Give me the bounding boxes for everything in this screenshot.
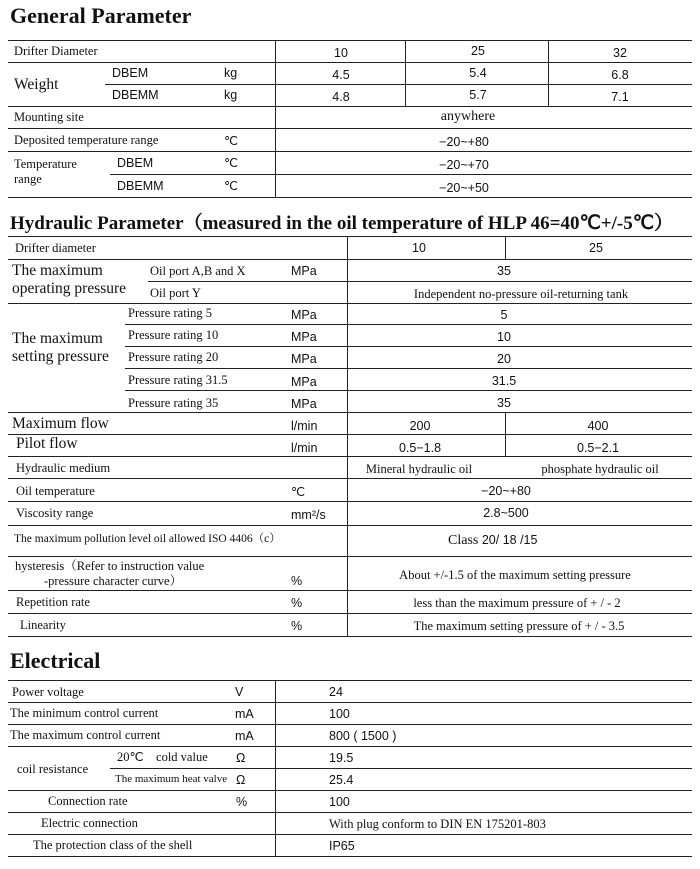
pilot-flow-value: 0.5−2.1 <box>576 441 620 455</box>
weight-value: 7.1 <box>611 90 629 104</box>
oil-temperature-label: Oil temperature <box>16 484 95 498</box>
hysteresis-label: -pressure character curve） <box>44 574 183 588</box>
percent-unit: % <box>291 619 303 633</box>
coil-resistance-value: 25.4 <box>329 773 354 787</box>
percent-unit: % <box>291 574 303 588</box>
oil-temperature-value: −20~+80 <box>481 484 531 498</box>
setting-pressure-value: 31.5 <box>491 374 517 388</box>
pressure-unit: MPa <box>291 352 317 366</box>
connection-rate-value: 100 <box>329 795 350 809</box>
ohm-unit: Ω <box>236 773 246 787</box>
voltage-unit: V <box>235 685 244 699</box>
weight-unit: kg <box>224 66 238 80</box>
pressure-rating-label: Pressure rating 31.5 <box>128 373 228 387</box>
weight-unit: kg <box>224 88 238 102</box>
temperature-unit: ℃ <box>291 485 306 499</box>
max-setting-pressure-label: The maximum <box>12 330 103 347</box>
weight-row-name: DBEM <box>112 66 149 80</box>
deposited-temperature-label: Deposited temperature range <box>14 133 159 147</box>
max-operating-pressure-label: The maximum <box>12 262 103 279</box>
pressure-rating-label: Pressure rating 5 <box>128 306 213 320</box>
linearity-label: Linearity <box>20 618 66 632</box>
weight-value: 5.7 <box>469 88 487 102</box>
linearity-value: The maximum setting pressure of + / - 3.5 <box>413 619 625 633</box>
viscosity-range-value: 2.8~500 <box>483 506 529 520</box>
coil-resistance-value: 19.5 <box>329 751 354 765</box>
temperature-range-label: Temperature <box>14 157 77 171</box>
repetition-rate-label: Repetition rate <box>16 595 90 609</box>
weight-value: 6.8 <box>611 68 629 82</box>
weight-value: 4.5 <box>332 68 350 82</box>
electric-connection-value: With plug conform to DIN EN 175201-803 <box>329 817 546 831</box>
hydraulic-medium-value: Mineral hydraulic oil <box>365 462 473 476</box>
viscosity-range-label: Viscosity range <box>16 506 94 520</box>
weight-label: Weight <box>14 76 59 93</box>
protection-class-value: IP65 <box>329 839 355 853</box>
min-control-current-label: The minimum control current <box>10 706 159 720</box>
deposited-temperature-value: −20~+80 <box>439 135 489 149</box>
pressure-unit: MPa <box>291 264 317 278</box>
max-control-current-value: 800 ( 1500 ) <box>329 729 397 743</box>
hydraulic-medium-value: phosphate hydraulic oil <box>541 462 659 476</box>
percent-unit: % <box>236 795 248 809</box>
oil-port-label: Oil port Y <box>150 286 201 300</box>
size-10: 10 <box>334 46 348 60</box>
pressure-unit: MPa <box>291 397 317 411</box>
weight-row-name: DBEMM <box>112 88 159 102</box>
pressure-unit: MPa <box>291 375 317 389</box>
pollution-class-code: 20/ 18 /15 <box>481 533 538 547</box>
pressure-rating-label: Pressure rating 10 <box>128 328 219 342</box>
setting-pressure-value: 10 <box>497 330 511 344</box>
max-control-current-label: The maximum control current <box>10 728 161 742</box>
pollution-class-value <box>448 533 537 550</box>
temperature-value: −20~+50 <box>439 181 489 195</box>
max-setting-pressure-label: setting pressure <box>12 348 109 365</box>
maximum-flow-label: Maximum flow <box>12 415 109 432</box>
setting-pressure-value: 20 <box>497 352 511 366</box>
viscosity-unit: mm²/s <box>291 508 326 522</box>
hysteresis-value: About +/-1.5 of the maximum setting pressure <box>399 568 631 582</box>
size-10: 10 <box>412 241 426 255</box>
max-operating-pressure-label: operating pressure <box>12 280 127 297</box>
setting-pressure-value: 35 <box>497 396 511 410</box>
protection-class-label: The protection class of the shell <box>33 838 193 852</box>
temperature-unit: ℃ <box>224 179 239 193</box>
mounting-site-label: Mounting site <box>14 110 84 124</box>
hydraulic-section-title: Hydraulic Parameter（measured in the oil temperature of HLP 46=40℃+/-5℃） <box>10 213 674 234</box>
weight-value: 4.8 <box>332 90 350 104</box>
operating-pressure-value: Independent no-pressure oil-returning tank <box>413 287 629 301</box>
setting-pressure-value: 5 <box>500 308 508 322</box>
temperature-range-label: range <box>14 172 42 186</box>
oil-port-label: Oil port A,B and X <box>150 264 246 278</box>
flow-unit: l/min <box>291 419 318 433</box>
pollution-class-prefix: Class <box>448 533 479 548</box>
electric-connection-label: Electric connection <box>41 816 138 830</box>
drifter-diameter-label: Drifter Diameter <box>14 44 98 58</box>
current-unit: mA <box>235 707 254 721</box>
coil-resistance-label: coil resistance <box>17 762 89 776</box>
drifter-diameter-label: Drifter diameter <box>15 241 96 255</box>
weight-value: 5.4 <box>469 66 487 80</box>
connection-rate-label: Connection rate <box>48 794 128 808</box>
pressure-unit: MPa <box>291 308 317 322</box>
pilot-flow-value: 0.5−1.8 <box>398 441 442 455</box>
temperature-value: −20~+70 <box>439 158 489 172</box>
operating-pressure-value: 35 <box>497 264 511 278</box>
temperature-unit: ℃ <box>224 156 239 170</box>
hysteresis-label: hysteresis（Refer to instruction value <box>15 559 205 573</box>
pressure-rating-label: Pressure rating 35 <box>128 396 219 410</box>
power-voltage-value: 24 <box>329 685 343 699</box>
percent-unit: % <box>291 596 303 610</box>
maximum-flow-value: 200 <box>409 419 431 433</box>
electrical-section-title: Electrical <box>10 648 101 673</box>
pressure-rating-label: Pressure rating 20 <box>128 350 219 364</box>
size-32: 32 <box>613 46 627 60</box>
maximum-flow-value: 400 <box>587 419 609 433</box>
temperature-row-name: DBEM <box>117 156 154 170</box>
hydraulic-medium-label: Hydraulic medium <box>16 461 111 475</box>
mounting-site-value: anywhere <box>440 109 496 124</box>
general-section-title: General Parameter <box>10 3 192 28</box>
coil-row-name: 20℃ cold value <box>117 750 208 764</box>
size-25: 25 <box>471 44 485 58</box>
pressure-unit: MPa <box>291 330 317 344</box>
flow-unit: l/min <box>291 441 318 455</box>
temperature-row-name: DBEMM <box>117 179 164 193</box>
repetition-rate-value: less than the maximum pressure of + / - 2 <box>413 596 621 610</box>
min-control-current-value: 100 <box>329 707 350 721</box>
size-25: 25 <box>589 241 603 255</box>
current-unit: mA <box>235 729 254 743</box>
pollution-level-label: The maximum pollution level oil allowed ISO 4406（c） <box>14 533 281 545</box>
ohm-unit: Ω <box>236 751 246 765</box>
deposited-temperature-unit: ℃ <box>224 134 239 148</box>
power-voltage-label: Power voltage <box>12 685 84 699</box>
coil-row-name: The maximum heat valve <box>115 773 228 785</box>
pilot-flow-label: Pilot flow <box>16 435 78 452</box>
